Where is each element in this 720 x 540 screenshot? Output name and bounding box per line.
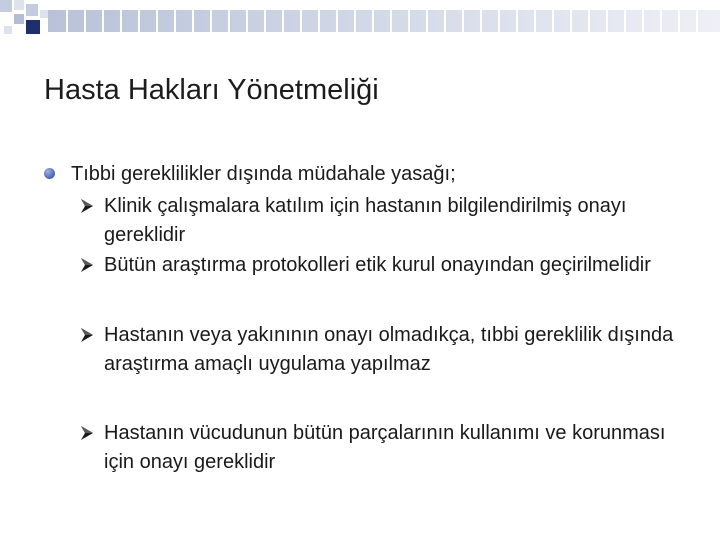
- round-bullet-icon: [44, 168, 55, 179]
- sub-bullet-text: Hastanın vücudunun bütün parçalarının kullanımı ve korunması için onayı gereklidir: [104, 422, 666, 473]
- sub-bullet-text: Bütün araştırma protokolleri etik kurul onayından geçirilmelidir: [104, 254, 651, 276]
- sub-bullet-text: Klinik çalışmalara katılım için hastanın bilgilendirilmiş onayı gereklidir: [104, 195, 627, 246]
- arrow-bullet-icon: [79, 325, 95, 345]
- arrow-bullet-icon: [79, 423, 95, 443]
- sub-bullet-text: Hastanın veya yakınının onayı olmadıkça, tıbbi gereklilik dışında araştırma amaçlı uygulama yapılmaz: [104, 324, 674, 375]
- arrow-bullet-icon: [79, 255, 95, 275]
- arrow-bullet-icon: [79, 196, 95, 216]
- header-decoration: [0, 0, 720, 40]
- main-bullet-text: Tıbbi gereklilikler dışında müdahale yasağı;: [71, 163, 456, 185]
- slide-title: Hasta Hakları Yönetmeliği: [44, 74, 379, 106]
